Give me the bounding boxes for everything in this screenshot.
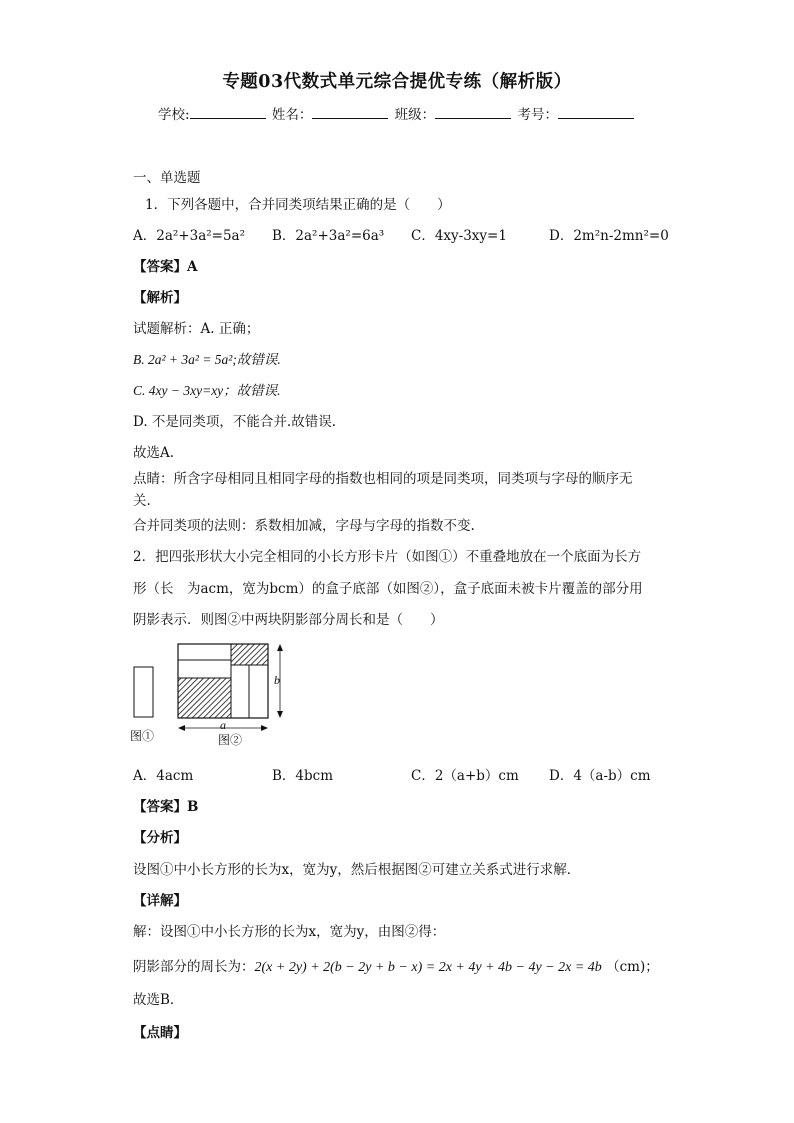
q2-conclusion: 故选B． bbox=[133, 992, 184, 1008]
student-info-line bbox=[0, 103, 794, 123]
q2-figure bbox=[128, 640, 298, 750]
q1-analysis-line: 试题解析：A. 正确； bbox=[133, 321, 260, 337]
q2-stem-line: 形（长 为acm，宽为bcm）的盒子底部（如图②），盒子底面未被卡片覆盖的部分用 bbox=[133, 581, 643, 597]
q2-stem-line: 2．把四张形状大小完全相同的小长方形卡片（如图①）不重叠地放在一个底面为长方 bbox=[133, 549, 642, 565]
exam-number-label: 考号： bbox=[517, 107, 558, 123]
perimeter-unit: （cm)； bbox=[606, 959, 659, 975]
q1-note-line: 关. bbox=[133, 493, 151, 509]
q1-analysis-label: 【解析】 bbox=[133, 290, 187, 306]
q1-rule: 合并同类项的法则：系数相加减，字母与字母的指数不变. bbox=[133, 518, 475, 534]
a-dimension-label: a bbox=[220, 718, 226, 732]
q2-perimeter-line bbox=[133, 955, 659, 976]
q2-detail-text: 解：设图①中小长方形的长为x，宽为y，由图②得： bbox=[133, 924, 446, 940]
q2-stem-line: 阴影表示．则图②中两块阴影部分周长和是（ ） bbox=[133, 612, 444, 628]
q1-analysis-line: 故选A. bbox=[133, 445, 175, 461]
shaded-region-left bbox=[178, 678, 231, 718]
q1-options bbox=[133, 224, 693, 242]
q1-analysis-line: C. 4xy − 3xy=xy；故错误. bbox=[133, 383, 281, 398]
q2-analysis-label: 【分析】 bbox=[133, 830, 187, 846]
b-dimension-label: b bbox=[274, 673, 280, 687]
perimeter-prefix: 阴影部分的周长为： bbox=[133, 959, 255, 975]
q2-option-b: B．4bcm bbox=[272, 768, 334, 784]
q2-analysis-text: 设图①中小长方形的长为x，宽为y，然后根据图②可建立关系式进行求解． bbox=[133, 862, 581, 878]
q1-stem: 1．下列各题中，合并同类项结果正确的是（ ） bbox=[145, 197, 451, 213]
q2-option-d: D．4（a-b）cm bbox=[549, 768, 651, 784]
perimeter-formula: 2(x + 2y) + 2(b − 2y + b − x) = 2x + 4y + 4b − 4y − 2x = 4b bbox=[254, 960, 602, 975]
q2-comment-label: 【点睛】 bbox=[133, 1025, 187, 1041]
q1-analysis-line: B. 2a² + 3a² = 5a²;故错误. bbox=[133, 352, 281, 367]
q1-note-line: 点睛：所含字母相同且相同字母的指数也相同的项是同类项，同类项与字母的顺序无 bbox=[133, 471, 633, 487]
q1-option-d: D．2m²n-2mn²=0 bbox=[549, 228, 669, 244]
q2-option-a: A．4acm bbox=[133, 768, 194, 784]
name-blank[interactable] bbox=[312, 106, 388, 119]
q2-option-c: C．2（a+b）cm bbox=[411, 768, 519, 784]
page-title: 专题03代数式单元综合提优专练（解析版） bbox=[222, 72, 572, 92]
q1-option-c: C．4xy-3xy=1 bbox=[411, 228, 507, 244]
figure2-label: 图② bbox=[218, 733, 243, 747]
name-label: 姓名： bbox=[271, 107, 313, 123]
q2-answer: 【答案】B bbox=[133, 799, 199, 815]
school-label: 学校: bbox=[158, 107, 190, 123]
q1-answer: 【答案】A bbox=[133, 259, 198, 275]
q1-option-b: B．2a²+3a²=6a³ bbox=[272, 228, 385, 244]
school-blank[interactable] bbox=[190, 106, 266, 119]
class-blank[interactable] bbox=[435, 106, 511, 119]
section-heading: 一、单选题 bbox=[133, 170, 201, 186]
exam-number-blank[interactable] bbox=[558, 106, 634, 119]
q1-option-a: A．2a²+3a²=5a² bbox=[133, 228, 246, 244]
q2-detail-label: 【详解】 bbox=[133, 893, 187, 909]
q1-analysis-line: D. 不是同类项，不能合并.故错误. bbox=[133, 414, 337, 430]
figure1-label: 图① bbox=[130, 729, 155, 743]
q2-options bbox=[133, 764, 693, 782]
small-rectangle-card bbox=[134, 667, 153, 717]
class-label: 班级： bbox=[394, 107, 436, 123]
shaded-region-right bbox=[231, 644, 268, 665]
